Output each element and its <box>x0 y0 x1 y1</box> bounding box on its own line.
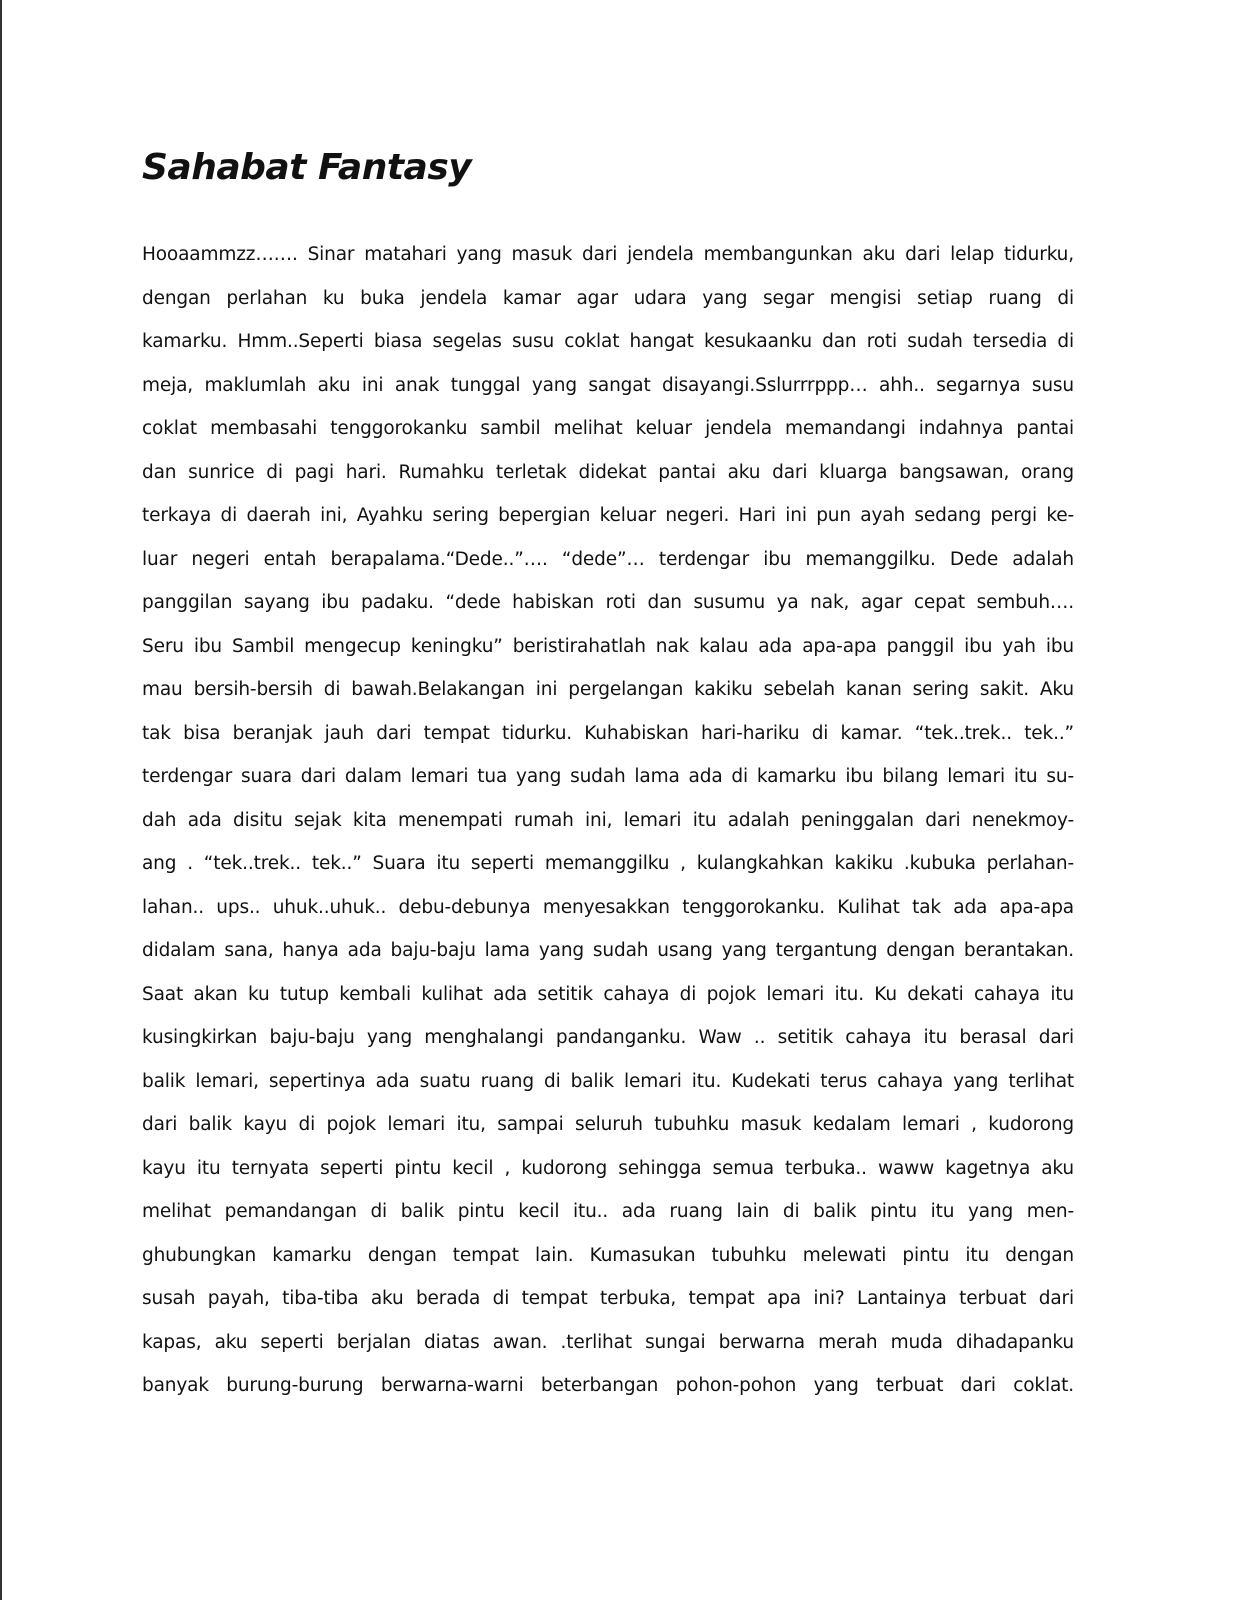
text-line: ang . “tek..trek.. tek..” Suara itu seperti memanggilku , kulangkahkan kakiku .kubuka perlahan- <box>142 853 1074 874</box>
text-line: dari balik kayu di pojok lemari itu, sampai seluruh tubuhku masuk kedalam lemari , kudorong <box>142 1114 1074 1135</box>
story-body <box>142 233 1074 1408</box>
text-line: mau bersih-bersih di bawah.Belakangan ini pergelangan kakiku sebelah kanan sering sakit. Aku <box>142 679 1074 700</box>
text-line: Seru ibu Sambil mengecup keningku” beristirahatlah nak kalau ada apa-apa panggil ibu yah ibu <box>142 635 1074 657</box>
text-line: susah payah, tiba-tiba aku berada di tempat terbuka, tempat apa ini? Lantainya terbuat dari <box>142 1288 1074 1309</box>
text-line: balik lemari, sepertinya ada suatu ruang di balik lemari itu. Kudekati terus cahaya yang terlihat <box>142 1070 1074 1092</box>
text-line: kayu itu ternyata seperti pintu kecil , kudorong sehingga semua terbuka.. waww kagetnya aku <box>142 1157 1074 1179</box>
text-line: luar negeri entah berapalama.“Dede..”…. “dede”… terdengar ibu memanggilku. Dede adalah <box>142 548 1074 570</box>
text-line: dah ada disitu sejak kita menempati rumah ini, lemari itu adalah peninggalan dari nenekmoy- <box>142 809 1074 831</box>
text-line: Hooaammzz……. Sinar matahari yang masuk dari jendela membangunkan aku dari lelap tidurku, <box>142 244 1074 265</box>
text-line: dan sunrice di pagi hari. Rumahku terletak didekat pantai aku dari kluarga bangsawan, orang <box>142 461 1074 483</box>
text-line: ghubungkan kamarku dengan tempat lain. Kumasukan tubuhku melewati pintu itu dengan <box>142 1244 1074 1266</box>
document-title: Sahabat Fantasy <box>142 147 472 188</box>
text-line: kusingkirkan baju-baju yang menghalangi pandanganku. Waw .. setitik cahaya itu berasal dari <box>142 1027 1074 1048</box>
text-line: terdengar suara dari dalam lemari tua yang sudah lama ada di kamarku ibu bilang lemari itu su- <box>142 766 1074 787</box>
text-line: lahan.. ups.. uhuk..uhuk.. debu-debunya menyesakkan tenggorokanku. Kulihat tak ada apa-apa <box>142 896 1074 918</box>
text-line: panggilan sayang ibu padaku. “dede habiskan roti dan susumu ya nak, agar cepat sembuh…. <box>142 592 1074 613</box>
text-line: kapas, aku seperti berjalan diatas awan. .terlihat sungai berwarna merah muda dihadapanku <box>142 1331 1074 1353</box>
text-line: Saat akan ku tutup kembali kulihat ada setitik cahaya di pojok lemari itu. Ku dekati cahaya itu <box>142 983 1074 1005</box>
text-line: terkaya di daerah ini, Ayahku sering bepergian keluar negeri. Hari ini pun ayah sedang pergi ke- <box>142 505 1074 526</box>
text-line: dengan perlahan ku buka jendela kamar agar udara yang segar mengisi setiap ruang di <box>142 287 1074 309</box>
text-line: coklat membasahi tenggorokanku sambil melihat keluar jendela memandangi indahnya pantai <box>142 418 1074 439</box>
text-line: meja, maklumlah aku ini anak tunggal yang sangat disayangi.Sslurrrppp… ahh.. segarnya susu <box>142 374 1074 396</box>
text-line: banyak burung-burung berwarna-warni beterbangan pohon-pohon yang terbuat dari coklat. <box>142 1375 1074 1396</box>
text-line: didalam sana, hanya ada baju-baju lama yang sudah usang yang tergantung dengan berantakan. <box>142 940 1074 961</box>
text-line: tak bisa beranjak jauh dari tempat tidurku. Kuhabiskan hari-hariku di kamar. “tek..trek.. tek..” <box>142 722 1074 744</box>
text-line: kamarku. Hmm..Seperti biasa segelas susu coklat hangat kesukaanku dan roti sudah tersedia di <box>142 331 1074 352</box>
text-line: melihat pemandangan di balik pintu kecil itu.. ada ruang lain di balik pintu itu yang men- <box>142 1201 1074 1222</box>
